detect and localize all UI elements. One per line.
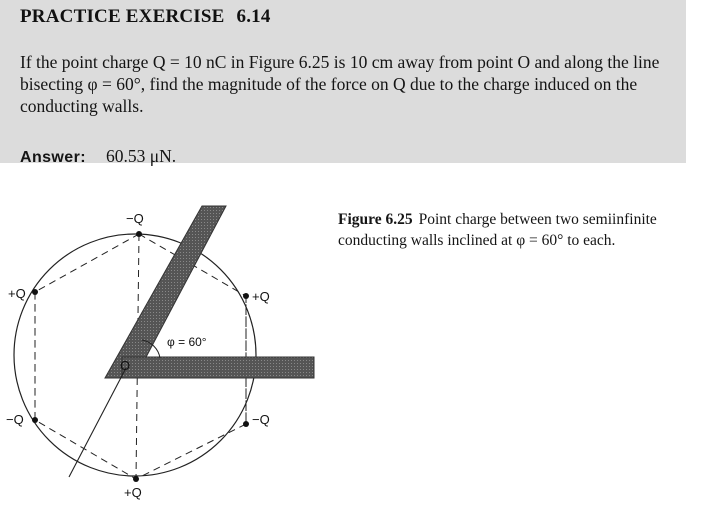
answer-label: Answer: — [20, 149, 86, 166]
charge-label-upper-left: +Q — [8, 286, 26, 301]
charge-lower-left — [32, 417, 38, 423]
charge-lower-right — [243, 421, 249, 427]
practice-exercise-box — [0, 0, 686, 166]
horizontal-conducting-wall — [122, 357, 314, 378]
figure-caption-label: Figure 6.25 — [338, 211, 413, 228]
charge-upper-right — [243, 293, 249, 299]
charge-bottom — [133, 476, 139, 482]
angle-label: φ = 60° — [167, 335, 207, 349]
figure-caption — [338, 209, 704, 251]
exercise-title-text: PRACTICE EXERCISE — [20, 6, 225, 27]
charge-label-lower-left: −Q — [6, 412, 24, 427]
answer-value: 60.53 μN. — [105, 146, 177, 166]
exercise-statement: If the point charge Q = 10 nC in Figure 6.25 is 10 cm away from point O and along the line bisecting φ = 60°, find the magnitude of the force on Q due to the charge induced on the conducting walls. — [20, 52, 660, 116]
charge-label-lower-right: −Q — [252, 412, 270, 427]
wall-extension-line — [69, 368, 126, 477]
charge-label-upper-right: +Q — [252, 289, 270, 304]
charge-top — [136, 231, 142, 237]
inclined-conducting-wall — [105, 206, 226, 378]
origin-label: O — [120, 358, 131, 373]
exercise-title — [20, 6, 271, 28]
figure-6-25-diagram — [0, 195, 330, 507]
charge-label-top: −Q — [126, 211, 144, 226]
figure-caption-text: Point charge between two semiinfinite conducting walls inclined at φ = 60° to each. — [338, 211, 657, 249]
charge-label-bottom: +Q — [124, 485, 142, 500]
exercise-number: 6.14 — [236, 6, 271, 27]
answer-line — [20, 146, 176, 167]
charge-upper-left — [32, 289, 38, 295]
